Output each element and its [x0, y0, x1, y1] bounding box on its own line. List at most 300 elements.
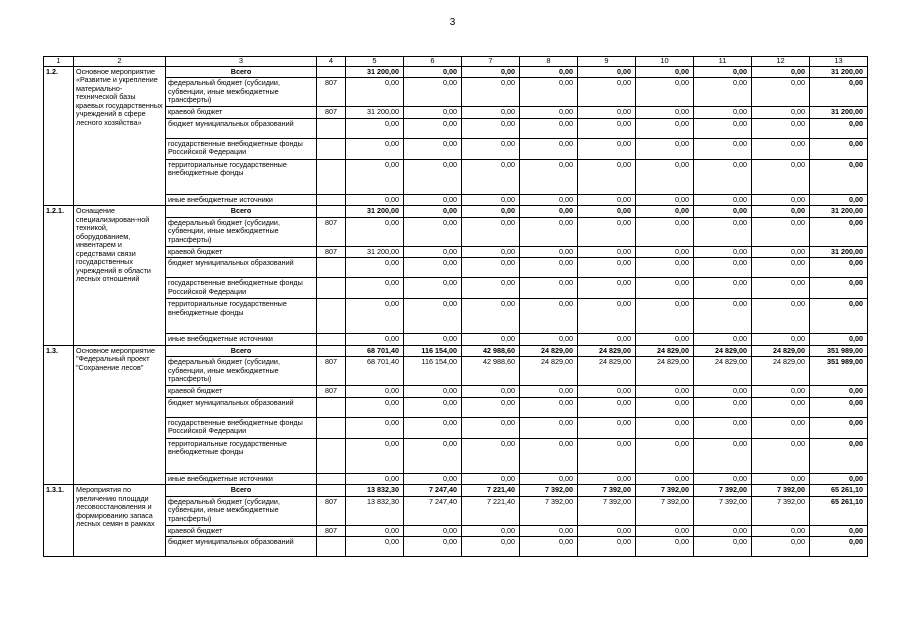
- amount-cell: 0,00: [346, 217, 404, 246]
- amount-cell: 0,00: [752, 525, 810, 536]
- amount-cell: 0,00: [636, 397, 694, 417]
- amount-cell: 0,00: [752, 258, 810, 278]
- amount-cell: 0,00: [520, 417, 578, 438]
- budget-code: [317, 417, 346, 438]
- amount-cell: 0,00: [636, 217, 694, 246]
- amount-cell: 0,00: [520, 246, 578, 257]
- amount-cell: 24 829,00: [578, 357, 636, 386]
- table-row: [44, 496, 868, 525]
- amount-cell: 0,00: [462, 118, 520, 138]
- amount-cell: 0,00: [462, 138, 520, 159]
- budget-code: 807: [317, 107, 346, 118]
- amount-cell: 0,00: [810, 138, 868, 159]
- amount-cell: 0,00: [578, 107, 636, 118]
- amount-cell: 0,00: [578, 537, 636, 557]
- column-number: 12: [752, 57, 810, 67]
- amount-cell: 0,00: [694, 417, 752, 438]
- section-code: 1.2.: [44, 67, 74, 206]
- amount-cell: 31 200,00: [810, 246, 868, 257]
- amount-cell: 0,00: [752, 334, 810, 345]
- amount-cell: 24 829,00: [752, 357, 810, 386]
- amount-cell: 0,00: [346, 278, 404, 299]
- amount-cell: 24 829,00: [694, 345, 752, 356]
- amount-cell: 24 829,00: [520, 357, 578, 386]
- amount-cell: 0,00: [810, 334, 868, 345]
- amount-cell: 0,00: [404, 138, 462, 159]
- amount-cell: 0,00: [520, 118, 578, 138]
- budget-code: [317, 118, 346, 138]
- amount-cell: 0,00: [404, 473, 462, 484]
- amount-cell: 0,00: [462, 525, 520, 536]
- funding-source: территориальные государственные внебюджетные фонды: [166, 438, 317, 473]
- amount-cell: 0,00: [694, 246, 752, 257]
- amount-cell: 0,00: [752, 78, 810, 107]
- amount-cell: 0,00: [636, 537, 694, 557]
- amount-cell: 24 829,00: [752, 345, 810, 356]
- amount-cell: 0,00: [578, 473, 636, 484]
- budget-code: [317, 278, 346, 299]
- budget-code: [317, 438, 346, 473]
- funding-source: государственные внебюджетные фонды Российской Федерации: [166, 138, 317, 159]
- amount-cell: 0,00: [752, 537, 810, 557]
- amount-cell: 31 200,00: [346, 67, 404, 78]
- table-row: [44, 334, 868, 345]
- table-row: [44, 525, 868, 536]
- table-row: [44, 397, 868, 417]
- budget-code: 807: [317, 386, 346, 397]
- funding-source: краевой бюджет: [166, 386, 317, 397]
- amount-cell: 7 392,00: [520, 485, 578, 496]
- amount-cell: 0,00: [636, 438, 694, 473]
- amount-cell: 0,00: [404, 107, 462, 118]
- section-name: Оснащение специализирован-ной техникой, оборудованием, инвентарем и средствами связи государственных учреждений в области лесных отношений: [74, 206, 166, 345]
- table-row: [44, 438, 868, 473]
- amount-cell: 31 200,00: [346, 206, 404, 217]
- table-row: [44, 118, 868, 138]
- amount-cell: 24 829,00: [636, 345, 694, 356]
- amount-cell: 0,00: [462, 397, 520, 417]
- funding-source: бюджет муниципальных образований: [166, 397, 317, 417]
- amount-cell: 0,00: [346, 386, 404, 397]
- amount-cell: 0,00: [752, 246, 810, 257]
- amount-cell: 0,00: [520, 473, 578, 484]
- table-row: [44, 78, 868, 107]
- amount-cell: 0,00: [578, 525, 636, 536]
- amount-cell: 0,00: [404, 278, 462, 299]
- table-row: [44, 473, 868, 484]
- amount-cell: 0,00: [694, 138, 752, 159]
- amount-cell: 0,00: [752, 159, 810, 194]
- budget-code: 807: [317, 357, 346, 386]
- budget-code: 807: [317, 496, 346, 525]
- amount-cell: 0,00: [346, 438, 404, 473]
- amount-cell: 0,00: [752, 206, 810, 217]
- amount-cell: 116 154,00: [404, 345, 462, 356]
- budget-code: 807: [317, 525, 346, 536]
- budget-code: [317, 67, 346, 78]
- amount-cell: 0,00: [694, 278, 752, 299]
- amount-cell: 0,00: [752, 417, 810, 438]
- column-number: 4: [317, 57, 346, 67]
- amount-cell: 0,00: [404, 206, 462, 217]
- table-row: [44, 258, 868, 278]
- amount-cell: 0,00: [578, 159, 636, 194]
- budget-code: [317, 138, 346, 159]
- amount-cell: 0,00: [462, 334, 520, 345]
- amount-cell: 0,00: [694, 194, 752, 205]
- amount-cell: 0,00: [810, 417, 868, 438]
- amount-cell: 0,00: [694, 206, 752, 217]
- amount-cell: 0,00: [404, 118, 462, 138]
- amount-cell: 0,00: [404, 438, 462, 473]
- funding-source: Всего: [166, 485, 317, 496]
- amount-cell: 0,00: [810, 397, 868, 417]
- amount-cell: 0,00: [404, 78, 462, 107]
- amount-cell: 0,00: [636, 67, 694, 78]
- funding-source: иные внебюджетные источники: [166, 334, 317, 345]
- amount-cell: 0,00: [578, 278, 636, 299]
- amount-cell: 0,00: [520, 334, 578, 345]
- amount-cell: 7 247,40: [404, 485, 462, 496]
- table-row: [44, 417, 868, 438]
- amount-cell: 0,00: [578, 67, 636, 78]
- funding-source: краевой бюджет: [166, 246, 317, 257]
- amount-cell: 0,00: [752, 278, 810, 299]
- amount-cell: 0,00: [578, 78, 636, 107]
- amount-cell: 7 247,40: [404, 496, 462, 525]
- column-number: 7: [462, 57, 520, 67]
- amount-cell: 0,00: [346, 417, 404, 438]
- amount-cell: 0,00: [520, 258, 578, 278]
- amount-cell: 0,00: [404, 246, 462, 257]
- amount-cell: 0,00: [752, 118, 810, 138]
- funding-source: Всего: [166, 206, 317, 217]
- funding-source: бюджет муниципальных образований: [166, 118, 317, 138]
- table-row: [44, 194, 868, 205]
- amount-cell: 0,00: [404, 334, 462, 345]
- section-name: Мероприятия по увеличению площади лесовосстановления и формированию запаса лесных семян в рамках: [74, 485, 166, 557]
- amount-cell: 0,00: [462, 278, 520, 299]
- amount-cell: 0,00: [752, 217, 810, 246]
- amount-cell: 0,00: [520, 206, 578, 217]
- amount-cell: 7 392,00: [578, 496, 636, 525]
- amount-cell: 31 200,00: [810, 67, 868, 78]
- amount-cell: 0,00: [578, 118, 636, 138]
- amount-cell: 0,00: [520, 386, 578, 397]
- amount-cell: 13 832,30: [346, 496, 404, 525]
- amount-cell: 0,00: [346, 194, 404, 205]
- amount-cell: 0,00: [694, 118, 752, 138]
- budget-code: [317, 537, 346, 557]
- amount-cell: 0,00: [694, 473, 752, 484]
- funding-source: федеральный бюджет (субсидии, субвенции, иные межбюджетные трансферты): [166, 496, 317, 525]
- amount-cell: 0,00: [520, 525, 578, 536]
- amount-cell: 0,00: [520, 299, 578, 334]
- budget-code: 807: [317, 217, 346, 246]
- amount-cell: 24 829,00: [636, 357, 694, 386]
- table-row: [44, 345, 868, 356]
- amount-cell: 42 988,60: [462, 345, 520, 356]
- amount-cell: 0,00: [636, 206, 694, 217]
- amount-cell: 0,00: [752, 473, 810, 484]
- amount-cell: 0,00: [694, 78, 752, 107]
- amount-cell: 0,00: [810, 258, 868, 278]
- amount-cell: 0,00: [578, 438, 636, 473]
- amount-cell: 0,00: [404, 67, 462, 78]
- budget-code: [317, 159, 346, 194]
- section-name: Основное мероприятие "Федеральный проект "Сохранение лесов": [74, 345, 166, 484]
- amount-cell: 0,00: [636, 246, 694, 257]
- column-number: 2: [74, 57, 166, 67]
- amount-cell: 0,00: [636, 159, 694, 194]
- amount-cell: 0,00: [520, 159, 578, 194]
- amount-cell: 7 221,40: [462, 485, 520, 496]
- amount-cell: 0,00: [636, 525, 694, 536]
- amount-cell: 24 829,00: [520, 345, 578, 356]
- amount-cell: 0,00: [752, 67, 810, 78]
- amount-cell: 65 261,10: [810, 496, 868, 525]
- amount-cell: 0,00: [810, 118, 868, 138]
- amount-cell: 0,00: [520, 438, 578, 473]
- amount-cell: 0,00: [520, 138, 578, 159]
- table-row: [44, 138, 868, 159]
- funding-source: территориальные государственные внебюджетные фонды: [166, 299, 317, 334]
- amount-cell: 0,00: [462, 78, 520, 107]
- budget-code: 807: [317, 78, 346, 107]
- amount-cell: 24 829,00: [578, 345, 636, 356]
- amount-cell: 0,00: [520, 107, 578, 118]
- amount-cell: 0,00: [636, 473, 694, 484]
- amount-cell: 0,00: [810, 278, 868, 299]
- amount-cell: 0,00: [462, 438, 520, 473]
- amount-cell: 7 392,00: [694, 496, 752, 525]
- amount-cell: 0,00: [578, 299, 636, 334]
- funding-source: краевой бюджет: [166, 107, 317, 118]
- amount-cell: 0,00: [404, 258, 462, 278]
- table-row: [44, 107, 868, 118]
- table-row: [44, 206, 868, 217]
- amount-cell: 0,00: [462, 537, 520, 557]
- table-row: [44, 159, 868, 194]
- amount-cell: 7 392,00: [752, 496, 810, 525]
- amount-cell: 0,00: [578, 217, 636, 246]
- amount-cell: 0,00: [752, 138, 810, 159]
- budget-code: [317, 345, 346, 356]
- amount-cell: 0,00: [694, 67, 752, 78]
- amount-cell: 0,00: [636, 278, 694, 299]
- amount-cell: 0,00: [578, 334, 636, 345]
- column-number: 13: [810, 57, 868, 67]
- column-number: 8: [520, 57, 578, 67]
- table-row: [44, 485, 868, 496]
- amount-cell: 68 701,40: [346, 345, 404, 356]
- amount-cell: 0,00: [462, 67, 520, 78]
- budget-code: [317, 258, 346, 278]
- funding-source: Всего: [166, 67, 317, 78]
- amount-cell: 0,00: [578, 417, 636, 438]
- amount-cell: 0,00: [520, 78, 578, 107]
- amount-cell: 24 829,00: [694, 357, 752, 386]
- amount-cell: 0,00: [346, 299, 404, 334]
- amount-cell: 0,00: [636, 299, 694, 334]
- column-number: 1: [44, 57, 74, 67]
- column-number: 6: [404, 57, 462, 67]
- amount-cell: 0,00: [752, 194, 810, 205]
- amount-cell: 0,00: [578, 194, 636, 205]
- amount-cell: 0,00: [636, 194, 694, 205]
- amount-cell: 7 392,00: [520, 496, 578, 525]
- amount-cell: 7 392,00: [578, 485, 636, 496]
- funding-source: государственные внебюджетные фонды Российской Федерации: [166, 278, 317, 299]
- table-row: [44, 217, 868, 246]
- amount-cell: 0,00: [752, 438, 810, 473]
- amount-cell: 351 989,00: [810, 345, 868, 356]
- amount-cell: 0,00: [346, 159, 404, 194]
- funding-source: федеральный бюджет (субсидии, субвенции, иные межбюджетные трансферты): [166, 78, 317, 107]
- amount-cell: 0,00: [520, 194, 578, 205]
- funding-source: государственные внебюджетные фонды Российской Федерации: [166, 417, 317, 438]
- amount-cell: 0,00: [462, 107, 520, 118]
- amount-cell: 351 989,00: [810, 357, 868, 386]
- amount-cell: 0,00: [462, 473, 520, 484]
- amount-cell: 0,00: [404, 537, 462, 557]
- amount-cell: 0,00: [520, 67, 578, 78]
- budget-code: [317, 485, 346, 496]
- funding-source: иные внебюджетные источники: [166, 194, 317, 205]
- amount-cell: 0,00: [810, 78, 868, 107]
- amount-cell: 42 988,60: [462, 357, 520, 386]
- amount-cell: 0,00: [404, 397, 462, 417]
- amount-cell: 0,00: [810, 194, 868, 205]
- funding-source: бюджет муниципальных образований: [166, 258, 317, 278]
- amount-cell: 0,00: [752, 397, 810, 417]
- amount-cell: 0,00: [462, 206, 520, 217]
- funding-source: федеральный бюджет (субсидии, субвенции, иные межбюджетные трансферты): [166, 357, 317, 386]
- amount-cell: 0,00: [810, 537, 868, 557]
- table-row: [44, 67, 868, 78]
- amount-cell: 7 392,00: [636, 496, 694, 525]
- amount-cell: 7 392,00: [636, 485, 694, 496]
- column-number: 9: [578, 57, 636, 67]
- funding-source: краевой бюджет: [166, 525, 317, 536]
- amount-cell: 0,00: [636, 78, 694, 107]
- amount-cell: 0,00: [520, 397, 578, 417]
- amount-cell: 0,00: [404, 525, 462, 536]
- amount-cell: 7 392,00: [752, 485, 810, 496]
- amount-cell: 0,00: [636, 258, 694, 278]
- section-code: 1.3.1.: [44, 485, 74, 557]
- amount-cell: 0,00: [346, 118, 404, 138]
- funding-source: иные внебюджетные источники: [166, 473, 317, 484]
- amount-cell: 0,00: [636, 417, 694, 438]
- funding-source: территориальные государственные внебюджетные фонды: [166, 159, 317, 194]
- amount-cell: 0,00: [694, 386, 752, 397]
- section-code: 1.2.1.: [44, 206, 74, 345]
- amount-cell: 0,00: [694, 107, 752, 118]
- budget-code: 807: [317, 246, 346, 257]
- column-number: 10: [636, 57, 694, 67]
- amount-cell: 0,00: [578, 386, 636, 397]
- amount-cell: 0,00: [578, 397, 636, 417]
- amount-cell: 0,00: [810, 299, 868, 334]
- amount-cell: 0,00: [810, 473, 868, 484]
- funding-source: бюджет муниципальных образований: [166, 537, 317, 557]
- amount-cell: 0,00: [810, 525, 868, 536]
- amount-cell: 0,00: [404, 159, 462, 194]
- amount-cell: 0,00: [462, 246, 520, 257]
- amount-cell: 7 392,00: [694, 485, 752, 496]
- table-row: [44, 278, 868, 299]
- amount-cell: 0,00: [404, 217, 462, 246]
- budget-code: [317, 334, 346, 345]
- amount-cell: 31 200,00: [810, 206, 868, 217]
- amount-cell: 0,00: [694, 397, 752, 417]
- column-number-row: [44, 57, 868, 67]
- budget-code: [317, 397, 346, 417]
- amount-cell: 0,00: [520, 278, 578, 299]
- section-name: Основное мероприятие «Развитие и укрепление материально-технической базы краевых государственных учреждений в сфере лесного хозяйства»: [74, 67, 166, 206]
- amount-cell: 0,00: [636, 334, 694, 345]
- amount-cell: 0,00: [346, 334, 404, 345]
- amount-cell: 0,00: [578, 206, 636, 217]
- amount-cell: 13 832,30: [346, 485, 404, 496]
- amount-cell: 0,00: [636, 118, 694, 138]
- column-number: 3: [166, 57, 317, 67]
- amount-cell: 0,00: [694, 217, 752, 246]
- amount-cell: 31 200,00: [346, 107, 404, 118]
- amount-cell: 0,00: [462, 258, 520, 278]
- table-row: [44, 246, 868, 257]
- budget-code: [317, 194, 346, 205]
- budget-code: [317, 299, 346, 334]
- amount-cell: 0,00: [346, 537, 404, 557]
- table-row: [44, 357, 868, 386]
- amount-cell: 0,00: [694, 537, 752, 557]
- amount-cell: 0,00: [346, 138, 404, 159]
- amount-cell: 0,00: [636, 386, 694, 397]
- amount-cell: 0,00: [694, 299, 752, 334]
- amount-cell: 0,00: [520, 537, 578, 557]
- amount-cell: 0,00: [810, 438, 868, 473]
- amount-cell: 65 261,10: [810, 485, 868, 496]
- amount-cell: 0,00: [810, 159, 868, 194]
- amount-cell: 0,00: [462, 217, 520, 246]
- amount-cell: 0,00: [346, 473, 404, 484]
- amount-cell: 0,00: [346, 78, 404, 107]
- amount-cell: 0,00: [694, 438, 752, 473]
- amount-cell: 0,00: [694, 258, 752, 278]
- amount-cell: 0,00: [752, 299, 810, 334]
- amount-cell: 0,00: [752, 386, 810, 397]
- amount-cell: 0,00: [404, 386, 462, 397]
- amount-cell: 68 701,40: [346, 357, 404, 386]
- amount-cell: 0,00: [462, 194, 520, 205]
- amount-cell: 0,00: [694, 525, 752, 536]
- amount-cell: 0,00: [404, 417, 462, 438]
- budget-code: [317, 206, 346, 217]
- amount-cell: 0,00: [346, 258, 404, 278]
- amount-cell: 0,00: [694, 159, 752, 194]
- amount-cell: 0,00: [462, 299, 520, 334]
- section-code: 1.3.: [44, 345, 74, 484]
- amount-cell: 0,00: [462, 159, 520, 194]
- amount-cell: 0,00: [346, 525, 404, 536]
- funding-source: Всего: [166, 345, 317, 356]
- amount-cell: 0,00: [404, 194, 462, 205]
- page-number: 3: [449, 17, 456, 28]
- amount-cell: 31 200,00: [810, 107, 868, 118]
- amount-cell: 7 221,40: [462, 496, 520, 525]
